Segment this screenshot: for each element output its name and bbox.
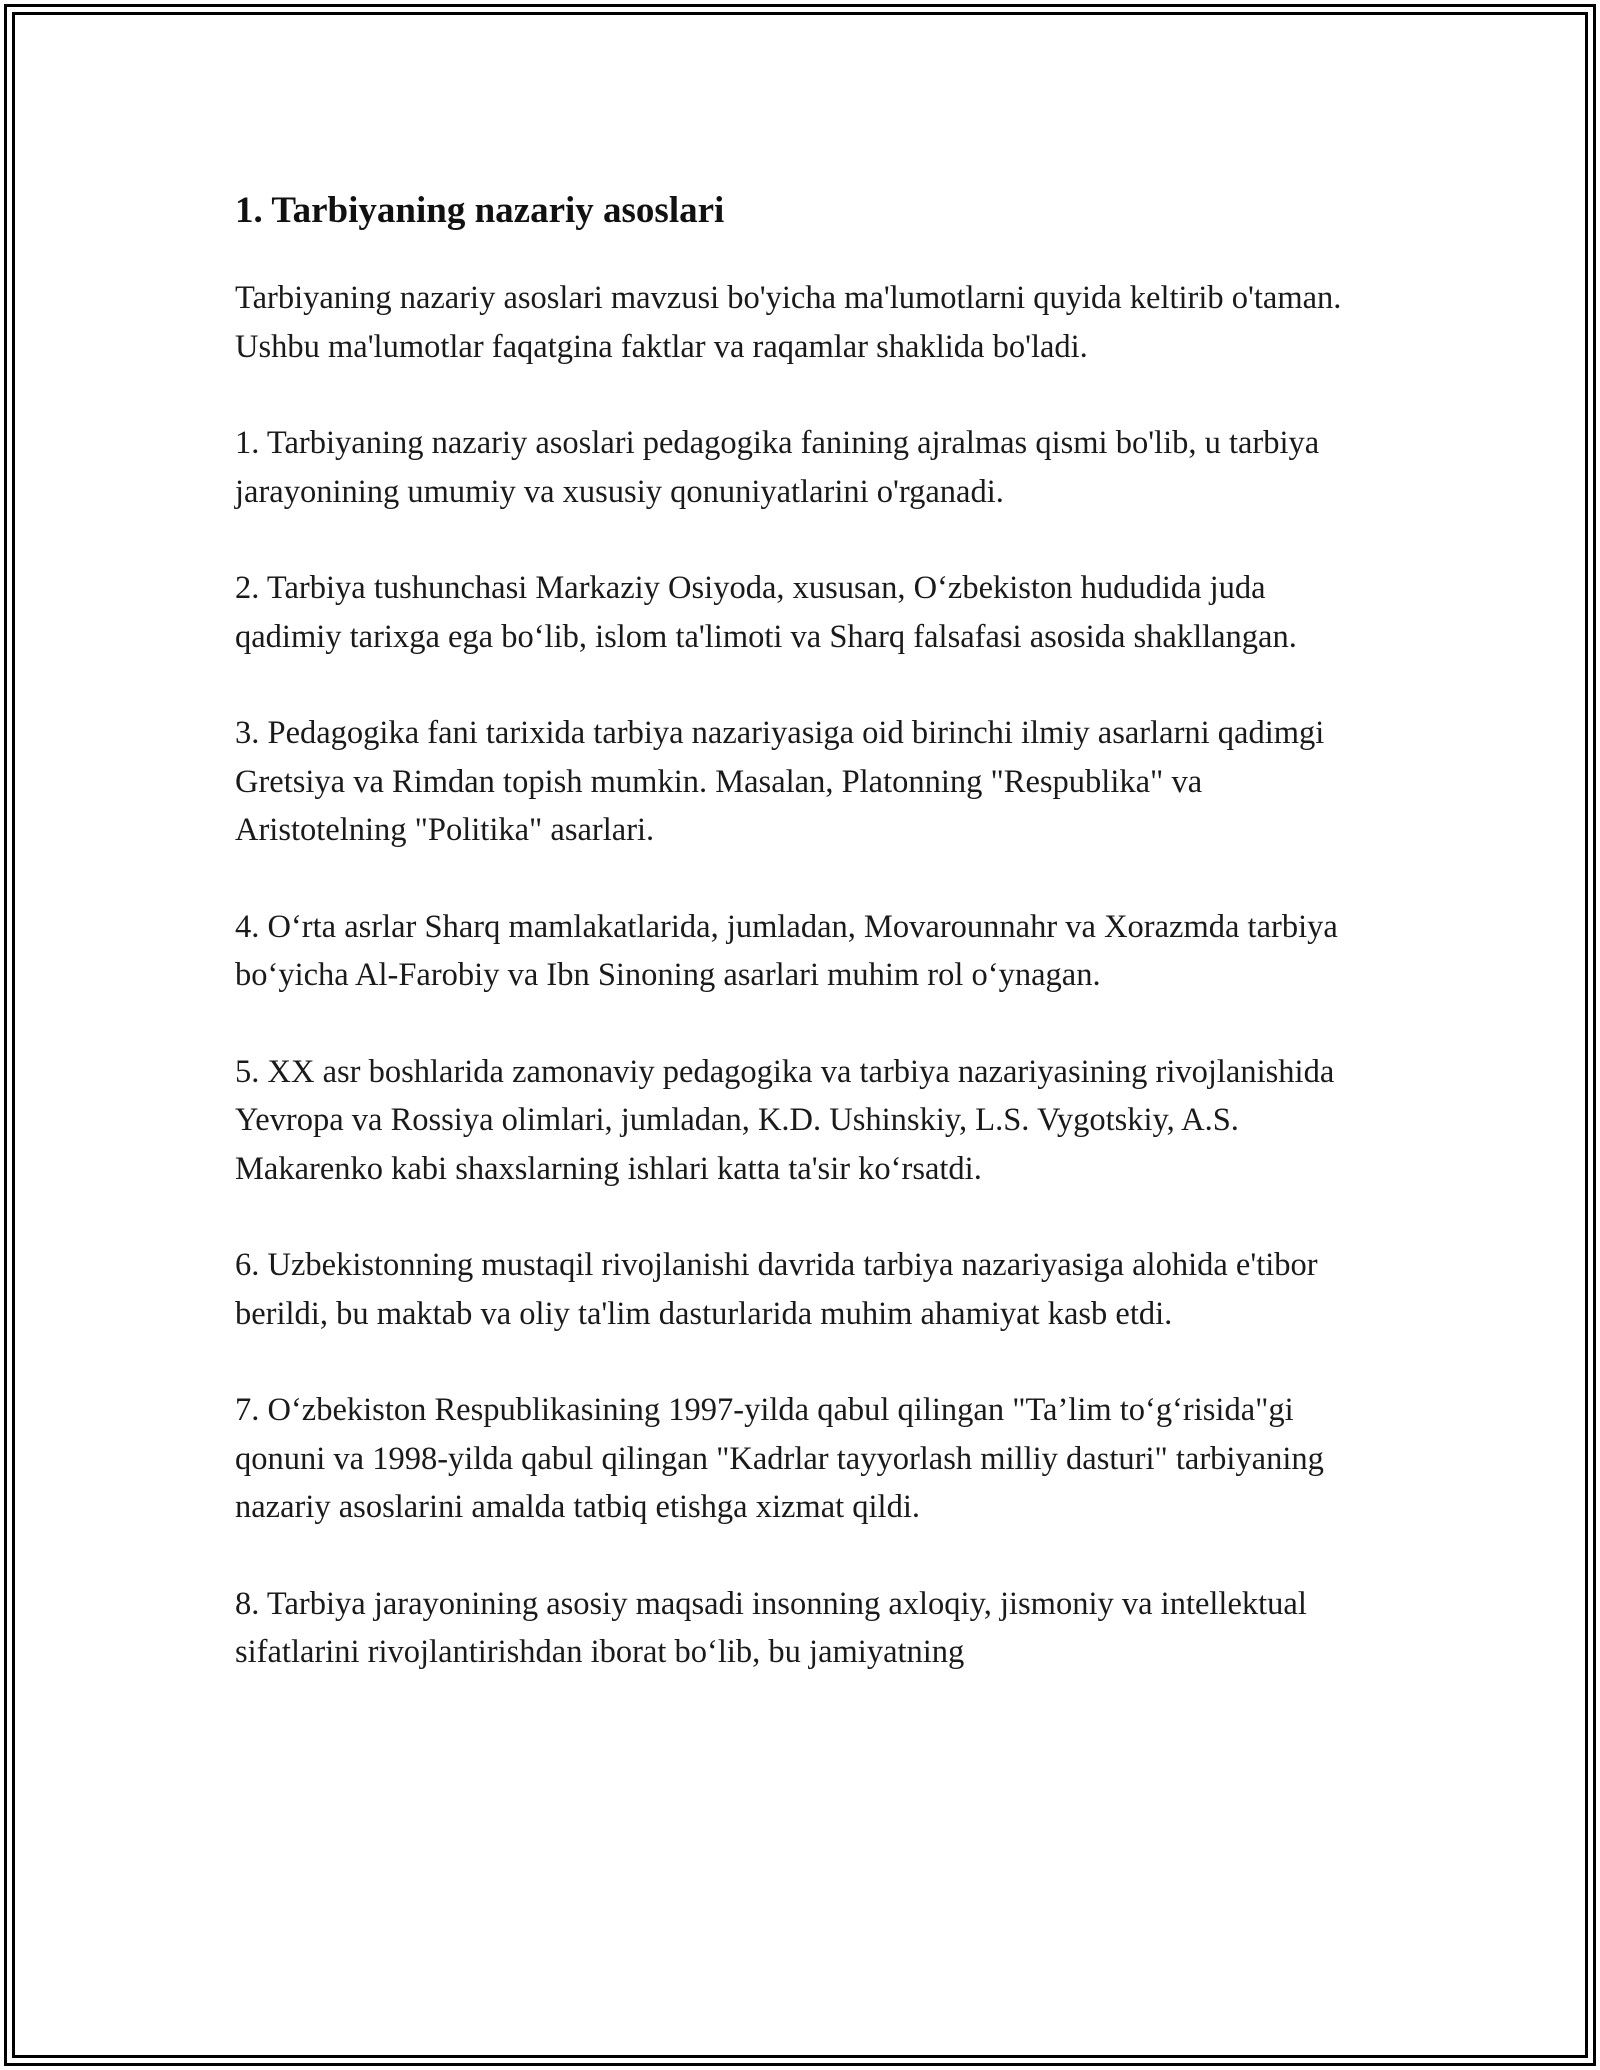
- paragraph-5: 5. XX asr boshlarida zamonaviy pedagogika va tarbiya nazariyasining rivojlanishida Yevropa va Rossiya olimlari, jumladan, K.D. Ushinskiy, L.S. Vygotskiy, A.S. Makarenko kabi shaxslarning ishlari katta ta'sir koʻrsatdi.: [235, 1053, 1335, 1187]
- document-body: [235, 186, 1370, 1725]
- paragraph-7: 7. Oʻzbekiston Respublikasining 1997-yilda qabul qilingan "Ta’lim toʻgʻrisida"gi qonuni va 1998-yilda qabul qilingan "Kadrlar tayyorlash milliy dasturi" tarbiyaning nazariy asoslarini amalda tatbiq etishga xizmat qildi.: [235, 1392, 1324, 1525]
- paragraph-3: 3. Pedagogika fani tarixida tarbiya nazariyasiga oid birinchi ilmiy asarlarni qadimgi Gretsiya va Rimdan topish mumkin. Masalan, Platonning "Respublika" va Aristotelning "Politika" asarlari.: [235, 715, 1325, 848]
- document-title: 1. Tarbiyaning nazariy asoslari: [235, 190, 725, 231]
- intro-paragraph: Tarbiyaning nazariy asoslari mavzusi bo'yicha ma'lumotlarni quyida keltirib o'taman. Ushbu ma'lumotlar faqatgina faktlar va raqamlar shaklida bo'ladi.: [235, 280, 1342, 365]
- paragraph-6: 6. Uzbekistonning mustaqil rivojlanishi davrida tarbiya nazariyasiga alohida e'tibor berildi, bu maktab va oliy ta'lim dasturlarida muhim ahamiyat kasb etdi.: [235, 1247, 1318, 1332]
- paragraph-1: 1. Tarbiyaning nazariy asoslari pedagogika fanining ajralmas qismi bo'lib, u tarbiya jarayonining umumiy va xususiy qonuniyatlarini o'rganadi.: [235, 425, 1320, 510]
- paragraph-2: 2. Tarbiya tushunchasi Markaziy Osiyoda, xususan, Oʻzbekiston hududida juda qadimiy tarixga ega boʻlib, islom ta'limoti va Sharq falsafasi asosida shakllangan.: [235, 570, 1297, 655]
- paragraph-8: 8. Tarbiya jarayonining asosiy maqsadi insonning axloqiy, jismoniy va intellektual sifatlarini rivojlantirishdan iborat boʻlib, bu jamiyatning: [235, 1585, 1307, 1670]
- paragraph-4: 4. Oʻrta asrlar Sharq mamlakatlarida, jumladan, Movarounnahr va Xorazmda tarbiya boʻyicha Al-Farobiy va Ibn Sinoning asarlari muhim rol oʻynagan.: [235, 908, 1338, 993]
